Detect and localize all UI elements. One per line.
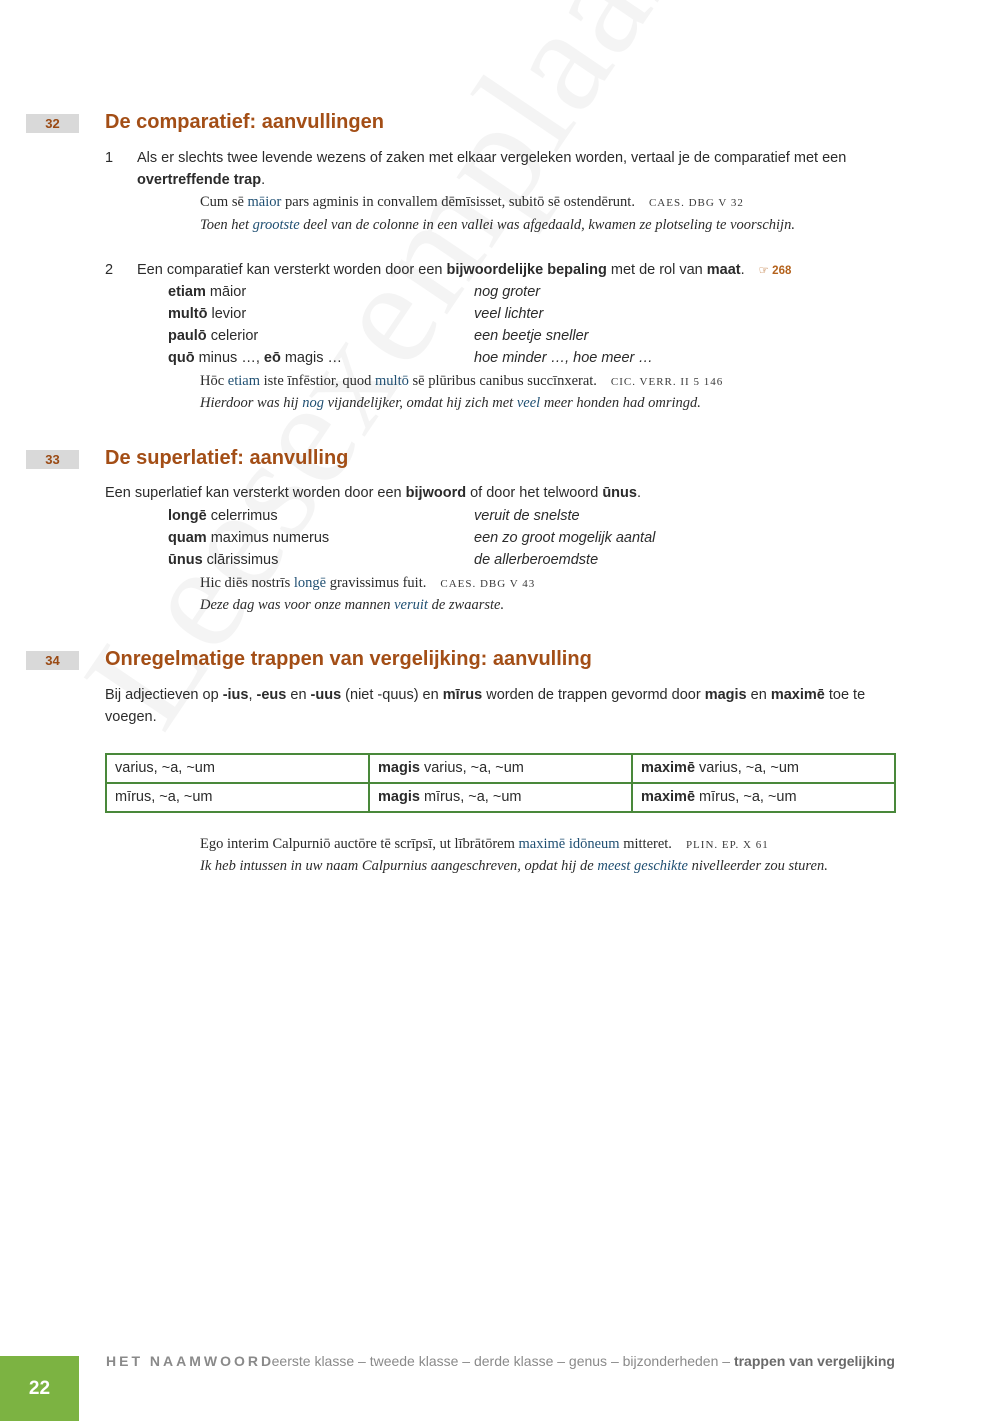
item-number-2: 2 [105, 262, 114, 278]
paragraph-32-2 [137, 262, 791, 278]
text: sē plūribus canibus succīnxerat. [408, 373, 597, 389]
comparison-table [105, 753, 896, 813]
table-cell [631, 784, 894, 811]
term: -uus [310, 687, 342, 703]
table-cell [631, 755, 894, 782]
term: mīrus [442, 687, 483, 703]
text: clārissimus [202, 552, 279, 568]
text: nivelleerder zou sturen. [687, 858, 828, 874]
translation-33 [200, 597, 504, 614]
highlight: multō [375, 373, 409, 389]
table-cell [368, 784, 631, 811]
latin-example-34 [200, 836, 769, 853]
pair-translation: de allerberoemdste [474, 552, 599, 568]
pair-translation: een beetje sneller [474, 328, 589, 344]
text: en [286, 687, 311, 703]
table-cell [107, 784, 368, 811]
section-number-33: 33 [26, 450, 79, 469]
pair-translation: nog groter [474, 284, 541, 300]
text: Als er slechts twee levende wezens of zaken met elkaar vergeleken worden, vertaal je de comparatief met een [137, 150, 847, 166]
term: magis [704, 687, 747, 703]
cell-bold: magis [378, 789, 420, 805]
section-title-32: De comparatief: aanvullingen [105, 111, 384, 133]
table-row [107, 782, 894, 811]
text: worden de trappen gevormd door [482, 687, 705, 703]
text: Toen het [200, 217, 253, 233]
latin-example-33 [200, 575, 535, 592]
paragraph-34-cont: voegen. [105, 709, 157, 725]
translation-32-2 [200, 395, 701, 412]
text: levior [207, 306, 247, 322]
highlight: veruit [394, 597, 428, 613]
term: multō [168, 306, 208, 322]
translation-32-1 [200, 217, 795, 234]
latin-pair [168, 508, 278, 524]
term: quam [168, 530, 207, 546]
paragraph-32-1-cont [137, 172, 265, 188]
term: bijwoord [405, 485, 467, 501]
text: Ik heb intussen in uw naam Calpurnius aangeschreven, opdat hij de [200, 858, 598, 874]
latin-pair [168, 306, 246, 322]
table-row [107, 755, 894, 782]
source-citation: CIC. VERR. II 5 146 [610, 376, 724, 388]
pair-translation: een zo groot mogelijk aantal [474, 530, 656, 546]
table-cell [368, 755, 631, 782]
cell-bold: maximē [641, 789, 696, 805]
text: met de rol van [606, 262, 707, 278]
footer-navigation [272, 1353, 895, 1369]
term: maat [706, 262, 741, 278]
paragraph-32-1 [137, 150, 846, 166]
highlight: longē [293, 575, 327, 591]
text: maximus numerus [206, 530, 330, 546]
text: Ego interim Calpurniō auctōre tē scrīpsī, ut lībrātōrem [200, 836, 519, 852]
text: vijandelijker, omdat hij zich met [323, 395, 517, 411]
text: minus …, [194, 350, 264, 366]
section-number-32: 32 [26, 114, 79, 133]
text: de zwaarste. [427, 597, 505, 613]
term: bijwoordelijke bepaling [446, 262, 607, 278]
text: . [261, 172, 266, 188]
highlight: maximē idōneum [518, 836, 620, 852]
text: meer honden had omringd. [540, 395, 701, 411]
footer-nav-items: eerste klasse – tweede klasse – derde klasse – genus – bijzonderheden – [271, 1353, 734, 1369]
term: ūnus [602, 485, 637, 501]
cell-text: mīrus, ~a, ~um [695, 789, 797, 805]
footer-chapter-title: HET NAAMWOORD [106, 1353, 275, 1369]
term: quō [168, 350, 195, 366]
term: paulō [168, 328, 207, 344]
text: Cum sē [200, 194, 248, 210]
text: deel van de colonne in een vallei was afgedaald, kwamen ze plotseling te voorschijn. [299, 217, 795, 233]
item-number-1: 1 [105, 150, 114, 166]
translation-34 [200, 858, 828, 875]
text: of door het telwoord [466, 485, 603, 501]
text: Bij adjectieven op [105, 687, 223, 703]
cell-text: varius, ~a, ~um [115, 760, 215, 776]
highlight: etiam [227, 373, 261, 389]
term: maximē [770, 687, 825, 703]
cell-text: mīrus, ~a, ~um [419, 789, 522, 805]
latin-pair [168, 284, 246, 300]
term: etiam [168, 284, 206, 300]
pair-translation: veel lichter [474, 306, 544, 322]
text: . [740, 262, 745, 278]
section-title-33: De superlatief: aanvulling [105, 447, 349, 469]
text: , [248, 687, 257, 703]
pair-translation: hoe minder …, hoe meer … [474, 350, 653, 366]
highlight: veel [516, 395, 541, 411]
latin-pair [168, 328, 258, 344]
term: -eus [256, 687, 287, 703]
text: . [636, 485, 641, 501]
source-citation: PLIN. EP. X 61 [685, 839, 769, 851]
latin-example-32-1 [200, 194, 744, 211]
table-cell [107, 755, 368, 782]
cell-text: mīrus, ~a, ~um [115, 789, 213, 805]
text: magis … [280, 350, 343, 366]
source-citation: CAES. DBG V 32 [648, 197, 744, 209]
text: māior [205, 284, 247, 300]
text: en [746, 687, 771, 703]
term: longē [168, 508, 207, 524]
text: celerior [206, 328, 259, 344]
text: toe te [824, 687, 866, 703]
cell-text: varius, ~a, ~um [695, 760, 799, 776]
text: celerrimus [206, 508, 278, 524]
cross-reference-link[interactable]: ☞ 268 [758, 265, 792, 277]
text: Een comparatief kan versterkt worden door een [137, 262, 447, 278]
term-overtreffende-trap: overtreffende trap [137, 172, 262, 188]
text: pars agminis in convallem dēmīsisset, subitō sē ostendērunt. [281, 194, 635, 210]
paragraph-33 [105, 485, 641, 501]
term: ūnus [168, 552, 203, 568]
text: Deze dag was voor onze mannen [200, 597, 395, 613]
highlight: grootste [252, 217, 300, 233]
highlight: meest geschikte [597, 858, 688, 874]
text: gravissimus fuit. [326, 575, 427, 591]
footer-current-topic: trappen van vergelijking [733, 1353, 895, 1369]
page-number: 22 [0, 1356, 79, 1421]
text: Een superlatief kan versterkt worden door een [105, 485, 406, 501]
cell-text: varius, ~a, ~um [419, 760, 524, 776]
term: eō [263, 350, 281, 366]
cell-bold: magis [378, 760, 420, 776]
text: mitteret. [619, 836, 672, 852]
latin-pair [168, 552, 278, 568]
latin-example-32-2 [200, 373, 723, 390]
highlight: māior [247, 194, 282, 210]
source-citation: CAES. DBG V 43 [440, 578, 536, 590]
pair-translation: veruit de snelste [474, 508, 580, 524]
term: -ius [222, 687, 249, 703]
section-title-34: Onregelmatige trappen van vergelijking: aanvulling [105, 648, 592, 670]
paragraph-34 [105, 687, 865, 703]
section-number-34: 34 [26, 651, 79, 670]
text: Hierdoor was hij [200, 395, 303, 411]
highlight: nog [302, 395, 324, 411]
latin-pair [168, 350, 342, 366]
text: iste īnfēstior, quod [260, 373, 376, 389]
latin-pair [168, 530, 329, 546]
text: (niet -quus) en [341, 687, 443, 703]
cell-bold: maximē [641, 760, 696, 776]
text: Hōc [200, 373, 228, 389]
text: Hic diēs nostrīs [200, 575, 294, 591]
